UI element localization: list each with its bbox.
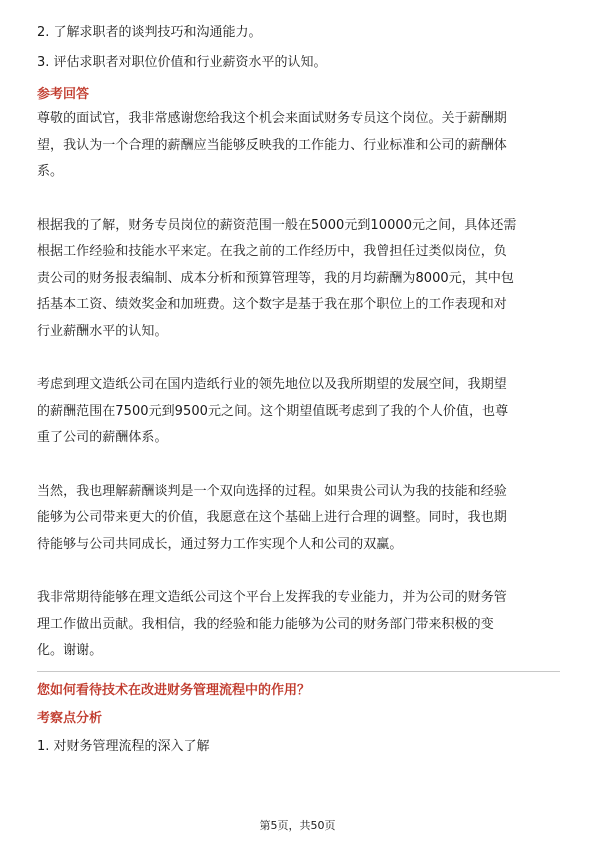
paragraph-line: 系。 [37, 164, 64, 179]
intro-point: 3. 评估求职者对职位价值和行业薪资水平的认知。 [37, 55, 327, 70]
paragraph-line: 重了公司的薪酬体系。 [37, 430, 168, 445]
paragraph-line: 括基本工资、绩效奖金和加班费。这个数字是基于我在那个职位上的工作表现和对 [37, 297, 507, 312]
section-divider [37, 671, 560, 672]
paragraph-line: 理工作做出贡献。我相信，我的经验和能力能够为公司的财务部门带来积极的变 [37, 616, 494, 632]
paragraph-line: 行业薪酬水平的认知。 [37, 323, 168, 339]
paragraph-line: 的薪酬范围在7500元到9500元之间。这个期望值既考虑到了我的个人价值，也尊 [37, 403, 509, 419]
paragraph-line: 根据工作经验和技能水平来定。在我之前的工作经历中，我曾担任过类似岗位，负 [37, 244, 507, 259]
paragraph-line: 考虑到理文造纸公司在国内造纸行业的领先地位以及我所期望的发展空间，我期望 [37, 377, 507, 392]
answer-paragraph [37, 372, 560, 452]
paragraph-line: 能够为公司带来更大的价值，我愿意在这个基础上进行合理的调整。同时，我也期 [37, 510, 507, 525]
intro-point: 2. 了解求职者的谈判技巧和沟通能力。 [37, 25, 262, 40]
answer-heading: 参考回答 [37, 87, 90, 102]
paragraph-line: 根据我的了解，财务专员岗位的薪资范围一般在5000元到10000元之间，具体还需 [37, 217, 517, 233]
paragraph-line: 待能够与公司共同成长，通过努力工作实现个人和公司的双赢。 [37, 536, 403, 552]
paragraph-line: 责公司的财务报表编制、成本分析和预算管理等，我的月均薪酬为8000元，其中包 [37, 270, 514, 286]
paragraph-line: 尊敬的面试官，我非常感谢您给我这个机会来面试财务专员这个岗位。关于薪酬期 [37, 111, 507, 126]
paragraph-line: 我非常期待能够在理文造纸公司这个平台上发挥我的专业能力，并为公司的财务管 [37, 590, 507, 605]
page-footer: 第5页，共50页 [259, 819, 336, 832]
analysis-heading: 考察点分析 [37, 710, 103, 726]
question-heading: 您如何看待技术在改进财务管理流程中的作用？ [37, 682, 311, 698]
answer-paragraph [37, 479, 560, 559]
paragraph-line: 望，我认为一个合理的薪酬应当能够反映我的工作能力、行业标准和公司的薪酬体 [37, 137, 507, 153]
answer-paragraph [37, 213, 560, 346]
paragraph-line: 当然，我也理解薪酬谈判是一个双向选择的过程。如果贵公司认为我的技能和经验 [37, 483, 507, 499]
paragraph-line: 化。谢谢。 [37, 643, 103, 658]
document-page [37, 22, 560, 758]
analysis-point: 1. 对财务管理流程的深入了解 [37, 738, 210, 754]
answer-paragraph [37, 585, 560, 665]
answer-paragraph [37, 106, 560, 186]
